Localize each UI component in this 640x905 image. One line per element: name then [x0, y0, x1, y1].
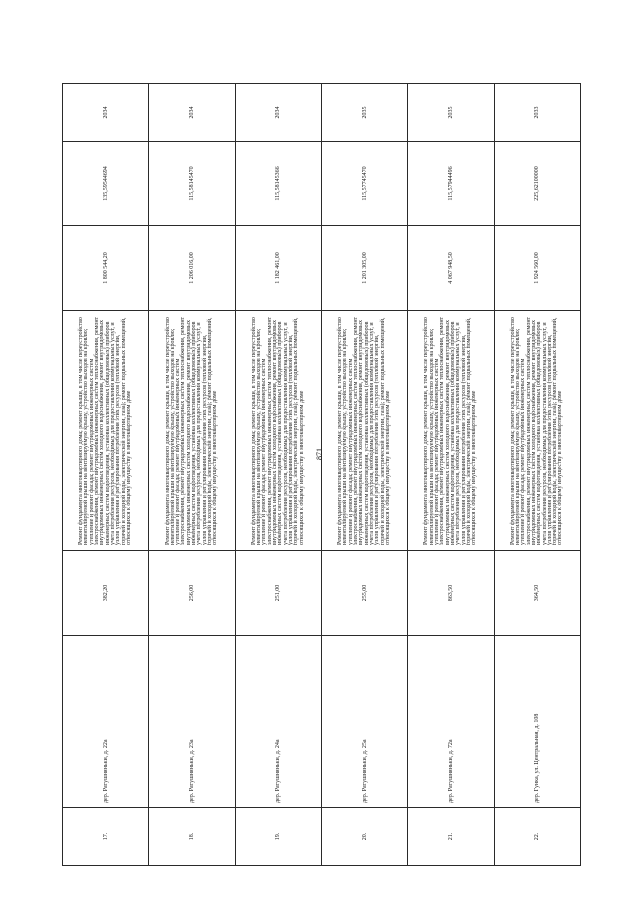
row-cost: 1 201 305,00: [321, 226, 407, 311]
row-works: Ремонт фундамента многоквартирного дома; ремонт крыши, в том числе переустройство невентилируемой крыши на вентилируемую крышу, устройство выходов на кровлю; утепление и ремонт фасада; ремонт внутридомовых инженерных систем электроснабжения, ремонт внутридомовых инженерных систем теплоснабжения, ремонт внутридомовых инженерных систем холодного водоснабжения, ремонт внутридомовых инженерных систем водоотведения, установка коллективных (общедомовых) приборов учета потребления ресурсов, необходимых для предоставления коммунальных услуг, и узлов управления и регулирования потребления этих ресурсов (тепловой энергии, горячей и холодной воды, электрической энергии, газа); ремонт подвальных помещений, относящихся к общему имуществу в многоквартирном доме: [408, 311, 494, 551]
row-area: 364,50: [494, 551, 580, 636]
table-row: [408, 84, 494, 866]
row-unit-cost: 115,57944496: [408, 142, 494, 226]
table-row: [494, 84, 580, 866]
row-year: 2035: [321, 84, 407, 142]
page-number: 871: [315, 448, 324, 460]
row-area: 255,00: [321, 551, 407, 636]
table-container: [62, 84, 580, 866]
row-cost: 1 206 016,00: [149, 226, 235, 311]
table-row: [149, 84, 235, 866]
row-unit-cost: 115,58145470: [149, 142, 235, 226]
row-year: 2035: [408, 84, 494, 142]
row-unit-cost: 135,59544694: [63, 142, 149, 226]
row-cost: 1 182 461,00: [235, 226, 321, 311]
row-works: Ремонт фундамента многоквартирного дома; ремонт крыши, в том числе переустройство невентилируемой крыши на вентилируемую крышу, устройство выходов на кровлю; утепление и ремонт фасада; ремонт внутридомовых инженерных систем электроснабжения, ремонт внутридомовых инженерных систем теплоснабжения, ремонт внутридомовых инженерных систем холодного водоснабжения, ремонт внутридомовых инженерных систем водоотведения, установка коллективных (общедомовых) приборов учета потребления ресурсов, необходимых для предоставления коммунальных услуг, и узлов управления и регулирования потребления этих ресурсов (тепловой энергии, горячей и холодной воды, электрической энергии, газа); ремонт подвальных помещений, относящихся к общему имуществу в многоквартирном доме: [63, 311, 149, 551]
row-works: Ремонт фундамента многоквартирного дома; ремонт крыши, в том числе переустройство невентилируемой крыши на вентилируемую крышу, устройство выходов на кровлю; утепление и ремонт фасада; ремонт внутридомовых инженерных систем электроснабжения, ремонт внутридомовых инженерных систем теплоснабжения, ремонт внутридомовых инженерных систем холодного водоснабжения, ремонт внутридомовых инженерных систем водоотведения, установка коллективных (общедомовых) приборов учета потребления ресурсов, необходимых для предоставления коммунальных услуг, и узлов управления и регулирования потребления этих ресурсов (тепловой энергии, горячей и холодной воды, электрической энергии, газа); ремонт подвальных помещений, относящихся к общему имуществу в многоквартирном доме: [321, 311, 407, 551]
row-number: 20.: [321, 808, 407, 866]
row-area: 382,20: [63, 551, 149, 636]
row-unit-cost: 225,62100000: [494, 142, 580, 226]
row-works: Ремонт фундамента многоквартирного дома; ремонт крыши, в том числе переустройство невентилируемой крыши на вентилируемую крышу, устройство выходов на кровлю; утепление и ремонт фасада; ремонт внутридомовых инженерных систем электроснабжения, ремонт внутридомовых инженерных систем теплоснабжения, ремонт внутридомовых инженерных систем холодного водоснабжения, ремонт внутридомовых инженерных систем водоотведения, установка коллективных (общедомовых) приборов учета потребления ресурсов, необходимых для предоставления коммунальных услуг, и узлов управления и регулирования потребления этих ресурсов (тепловой энергии, горячей и холодной воды, электрической энергии, газа); ремонт подвальных помещений, относящихся к общему имуществу в многоквартирном доме: [494, 311, 580, 551]
row-year: 2034: [235, 84, 321, 142]
repair-schedule-table: [62, 83, 581, 866]
table-row: [235, 84, 321, 866]
row-number: 17.: [63, 808, 149, 866]
row-number: 18.: [149, 808, 235, 866]
table-row: [321, 84, 407, 866]
row-address: дер. Ратушняньки, д. 22а: [63, 636, 149, 808]
row-cost: 1 924 560,00: [494, 226, 580, 311]
row-year: 2034: [63, 84, 149, 142]
row-area: 863,50: [408, 551, 494, 636]
row-area: 256,00: [149, 551, 235, 636]
row-address: дер. Гунка, ул. Центральная, д. 108: [494, 636, 580, 808]
row-works: Ремонт фундамента многоквартирного дома; ремонт крыши, в том числе переустройство невентилируемой крыши на вентилируемую крышу, устройство выходов на кровлю; утепление и ремонт фасада; ремонт внутридомовых инженерных систем электроснабжения, ремонт внутридомовых инженерных систем теплоснабжения, ремонт внутридомовых инженерных систем холодного водоснабжения, ремонт внутридомовых инженерных систем водоотведения, установка коллективных (общедомовых) приборов учета потребления ресурсов, необходимых для предоставления коммунальных услуг, и узлов управления и регулирования потребления этих ресурсов (тепловой энергии, горячей и холодной воды, электрической энергии, газа); ремонт подвальных помещений, относящихся к общему имуществу в многоквартирном доме: [235, 311, 321, 551]
row-cost: 1 800 544,20: [63, 226, 149, 311]
row-address: дер. Ратушняньки, д. 25а: [321, 636, 407, 808]
row-number: 22.: [494, 808, 580, 866]
row-cost: 4 067 948,50: [408, 226, 494, 311]
row-year: 2034: [149, 84, 235, 142]
row-address: дер. Ратушняньки, д. 72а: [408, 636, 494, 808]
row-unit-cost: 115,57745470: [321, 142, 407, 226]
row-area: 251,00: [235, 551, 321, 636]
row-address: дер. Ратушняньки, д. 23а: [149, 636, 235, 808]
table-row: [63, 84, 149, 866]
row-year: 2033: [494, 84, 580, 142]
row-address: дер. Ратушняньки, д. 24а: [235, 636, 321, 808]
row-works: Ремонт фундамента многоквартирного дома; ремонт крыши, в том числе переустройство невентилируемой крыши на вентилируемую крышу, устройство выходов на кровлю; утепление и ремонт фасада; ремонт внутридомовых инженерных систем электроснабжения, ремонт внутридомовых инженерных систем теплоснабжения, ремонт внутридомовых инженерных систем холодного водоснабжения, ремонт внутридомовых инженерных систем водоотведения, установка коллективных (общедомовых) приборов учета потребления ресурсов, необходимых для предоставления коммунальных услуг, и узлов управления и регулирования потребления этих ресурсов (тепловой энергии, горячей и холодной воды, электрической энергии, газа); ремонт подвальных помещений, относящихся к общему имуществу в многоквартирном доме: [149, 311, 235, 551]
row-unit-cost: 115,58145366: [235, 142, 321, 226]
row-number: 19.: [235, 808, 321, 866]
row-number: 21.: [408, 808, 494, 866]
